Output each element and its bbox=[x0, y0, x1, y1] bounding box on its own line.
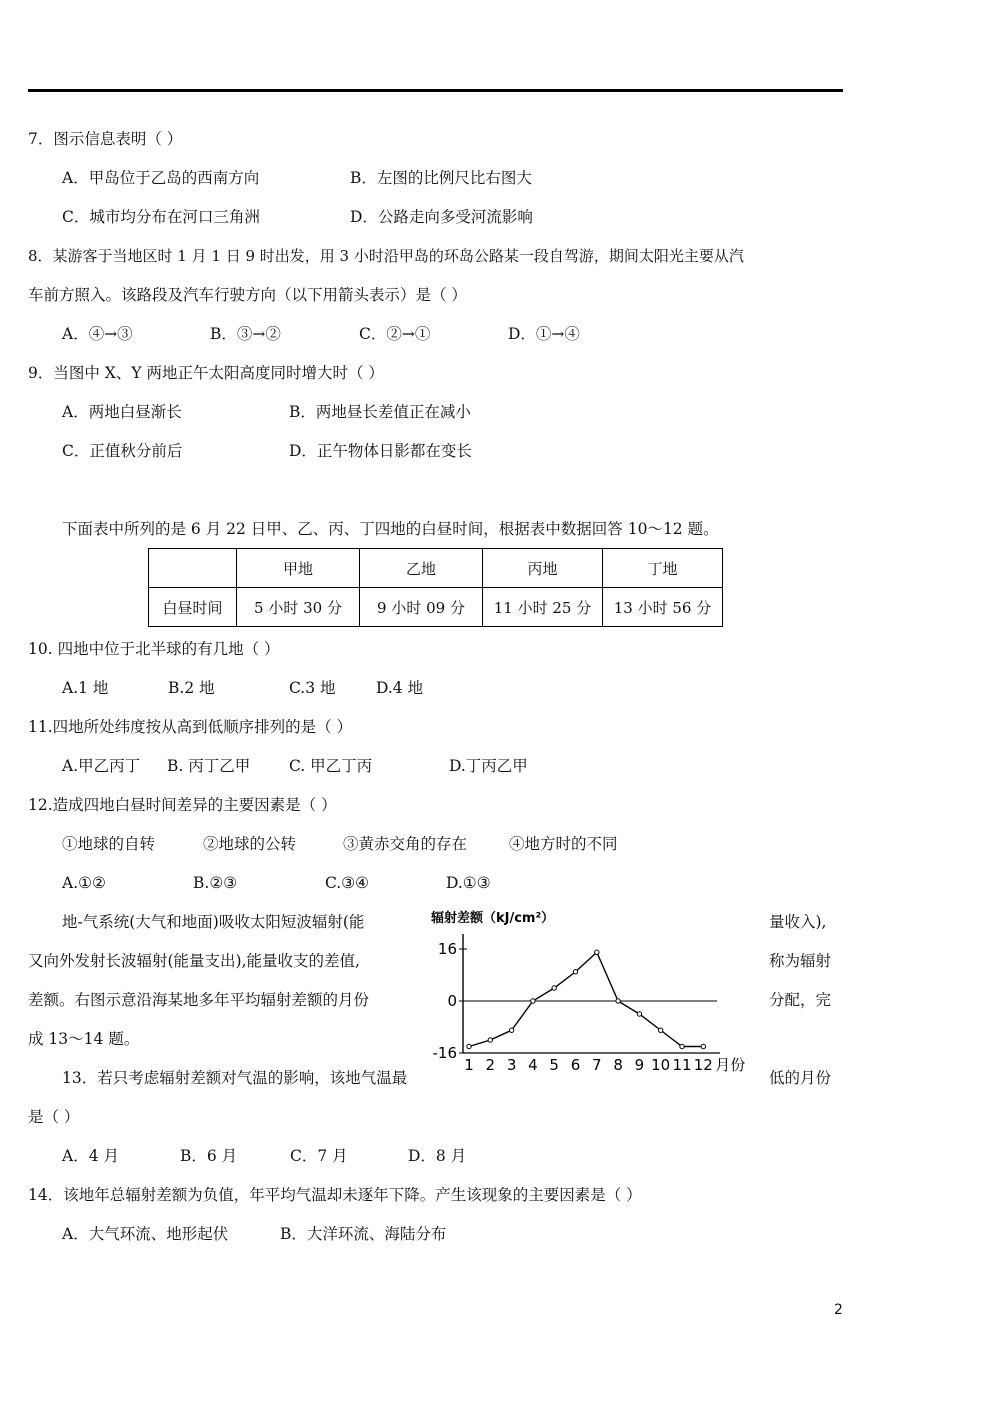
chart-data-point bbox=[467, 1044, 471, 1048]
chart-x-suffix: 月份 bbox=[715, 1056, 746, 1074]
chart-x-tick-label: 11 bbox=[672, 1056, 692, 1074]
q11-option-b: B. 丙丁乙甲 bbox=[167, 757, 251, 775]
q10-option-a: A.1 地 bbox=[62, 679, 109, 697]
q13-option-d: D．8 月 bbox=[408, 1147, 467, 1165]
q9-option-c: C．正值秋分前后 bbox=[62, 442, 183, 460]
chart-x-tick-label: 7 bbox=[592, 1056, 602, 1074]
q10-stem: 10. 四地中位于北半球的有几地（ ） bbox=[28, 640, 280, 658]
q12-stem: 12.造成四地白昼时间差异的主要因素是（ ） bbox=[28, 796, 337, 814]
chart-data-point bbox=[595, 950, 599, 954]
chart-data-point bbox=[552, 986, 556, 990]
q11-stem: 11.四地所处纬度按从高到低顺序排列的是（ ） bbox=[28, 718, 353, 736]
q7-option-c: C．城市均分布在河口三角洲 bbox=[62, 208, 260, 226]
q12-option-c: C.③④ bbox=[325, 874, 370, 892]
q8-option-a: A．④→③ bbox=[62, 325, 133, 343]
chart-series-line bbox=[469, 952, 703, 1046]
table-cell-yi: 9 小时 09 分 bbox=[360, 588, 483, 627]
chart-data-point bbox=[701, 1044, 705, 1048]
q7-stem: 7．图示信息表明（ ） bbox=[28, 130, 183, 148]
chart-x-tick-label: 6 bbox=[570, 1056, 581, 1074]
chart-x-tick-label: 1 bbox=[464, 1056, 474, 1074]
q9-stem: 9．当图中 X、Y 两地正午太阳高度同时增大时（ ） bbox=[28, 364, 384, 382]
passage-line2-left: 又向外发射长波辐射(能量支出),能量收支的差值, bbox=[28, 952, 360, 970]
chart-x-tick-label: 8 bbox=[613, 1056, 623, 1074]
header-rule bbox=[28, 89, 843, 92]
q14-option-a: A．大气环流、地形起伏 bbox=[62, 1225, 229, 1243]
q12-item-3: ③黄赤交角的存在 bbox=[343, 835, 468, 853]
chart-x-tick-label: 2 bbox=[485, 1056, 496, 1074]
passage-line4: 成 13～14 题。 bbox=[28, 1030, 140, 1048]
q8-option-d: D．①→④ bbox=[508, 325, 580, 343]
table-header-corner bbox=[149, 549, 237, 588]
q10-option-d: D.4 地 bbox=[376, 679, 424, 697]
table-header-jia: 甲地 bbox=[237, 549, 360, 588]
q11-option-a: A.甲乙丙丁 bbox=[62, 757, 141, 775]
chart-y-tick-label: 0 bbox=[447, 992, 457, 1010]
table-header-row bbox=[149, 549, 723, 588]
q8-stem-line1: 8．某游客于当地区时 1 月 1 日 9 时出发，用 3 小时沿甲岛的环岛公路某一段自驾游，期间太阳光主要从汽 bbox=[28, 247, 744, 265]
q7-option-a: A．甲岛位于乙岛的西南方向 bbox=[62, 169, 260, 187]
passage-line1-right: 量收入), bbox=[769, 913, 827, 931]
q12-option-d: D.①③ bbox=[446, 874, 491, 892]
passage-line2-right: 称为辐射 bbox=[769, 952, 832, 970]
q13-stem-left: 13．若只考虑辐射差额对气温的影响，该地气温最 bbox=[62, 1069, 408, 1087]
chart-x-tick-label: 4 bbox=[528, 1056, 538, 1074]
chart-y-tick-label: 16 bbox=[437, 940, 457, 958]
q12-option-b: B.②③ bbox=[193, 874, 238, 892]
q9-option-b: B．两地昼长差值正在减小 bbox=[289, 403, 471, 421]
table-cell-ding: 13 小时 56 分 bbox=[603, 588, 723, 627]
chart-data-point bbox=[616, 999, 620, 1003]
radiation-balance-chart bbox=[425, 900, 765, 1080]
chart-data-point bbox=[573, 970, 577, 974]
q8-option-c: C．②→① bbox=[359, 325, 431, 343]
passage-line3-left: 差额。右图示意沿海某地多年平均辐射差额的月份 bbox=[28, 991, 370, 1009]
q7-option-b: B．左图的比例尺比右图大 bbox=[350, 169, 532, 187]
table-cell-bing: 11 小时 25 分 bbox=[483, 588, 603, 627]
q11-option-c: C. 甲乙丁丙 bbox=[289, 757, 373, 775]
chart-data-point bbox=[680, 1044, 684, 1048]
chart-y-tick-label: -16 bbox=[432, 1044, 457, 1062]
q12-item-4: ④地方时的不同 bbox=[509, 835, 618, 853]
q13-stem-line2: 是（ ） bbox=[28, 1108, 80, 1126]
table-header-yi: 乙地 bbox=[360, 549, 483, 588]
page-number: 2 bbox=[834, 1302, 843, 1318]
q12-item-1: ①地球的自转 bbox=[62, 835, 156, 853]
passage-line1-left: 地-气系统(大气和地面)吸收太阳短波辐射(能 bbox=[62, 913, 365, 931]
q7-option-d: D．公路走向多受河流影响 bbox=[350, 208, 533, 226]
chart-data-point bbox=[488, 1038, 492, 1042]
q8-option-b: B．③→② bbox=[210, 325, 281, 343]
table-row bbox=[149, 588, 723, 627]
q11-option-d: D.丁丙乙甲 bbox=[449, 757, 528, 775]
q8-stem-line2: 车前方照入。该路段及汽车行驶方向（以下用箭头表示）是（ ） bbox=[28, 286, 467, 304]
table-header-ding: 丁地 bbox=[603, 549, 723, 588]
q14-stem: 14．该地年总辐射差额为负值，年平均气温却未逐年下降。产生该现象的主要因素是（ ） bbox=[28, 1186, 642, 1204]
table-intro: 下面表中所列的是 6 月 22 日甲、乙、丙、丁四地的白昼时间，根据表中数据回答 10～12 题。 bbox=[62, 520, 719, 538]
passage-line3-right: 分配，完 bbox=[769, 991, 832, 1009]
q13-option-b: B．6 月 bbox=[180, 1147, 238, 1165]
q10-option-b: B.2 地 bbox=[168, 679, 215, 697]
chart-data-point bbox=[659, 1028, 663, 1032]
chart-data-point bbox=[637, 1012, 641, 1016]
q13-option-c: C．7 月 bbox=[290, 1147, 348, 1165]
q9-option-a: A．两地白昼渐长 bbox=[62, 403, 182, 421]
chart-x-tick-label: 5 bbox=[549, 1056, 559, 1074]
q9-option-d: D．正午物体日影都在变长 bbox=[289, 442, 472, 460]
daylight-table bbox=[148, 548, 723, 627]
q13-stem-right: 低的月份 bbox=[769, 1069, 832, 1087]
chart-x-tick-label: 9 bbox=[634, 1056, 645, 1074]
table-cell-jia: 5 小时 30 分 bbox=[237, 588, 360, 627]
q10-option-c: C.3 地 bbox=[289, 679, 336, 697]
chart-x-tick-label: 12 bbox=[693, 1056, 713, 1074]
chart-x-tick-label: 10 bbox=[651, 1056, 671, 1074]
q14-option-b: B．大洋环流、海陆分布 bbox=[280, 1225, 447, 1243]
chart-data-point bbox=[509, 1028, 513, 1032]
table-header-bing: 丙地 bbox=[483, 549, 603, 588]
q12-option-a: A.①② bbox=[62, 874, 106, 892]
q13-option-a: A．4 月 bbox=[62, 1147, 119, 1165]
table-row-label: 白昼时间 bbox=[149, 588, 237, 627]
chart-data-point bbox=[531, 999, 535, 1003]
chart-x-tick-label: 3 bbox=[506, 1056, 517, 1074]
chart-title: 辐射差额（kJ/cm²） bbox=[431, 911, 555, 926]
q12-item-2: ②地球的公转 bbox=[203, 835, 297, 853]
